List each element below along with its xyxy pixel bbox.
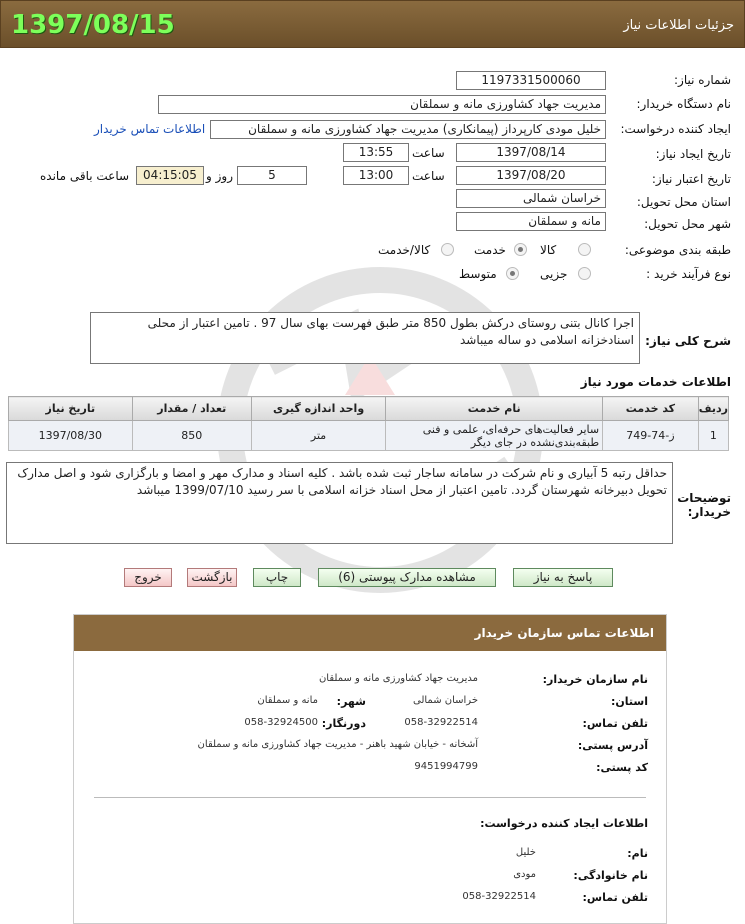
buyer-org-label: نام دستگاه خریدار: (636, 97, 731, 111)
time-remaining-label: ساعت باقی مانده (40, 169, 130, 183)
validity-date-label: تاریخ اعتبار نیاز: (651, 172, 731, 186)
contact-city-value: مانه و سملقان (257, 695, 318, 706)
created-time-label: ساعت (412, 146, 445, 160)
contact-divider (94, 797, 646, 798)
contact-province-value: خراسان شمالی (412, 695, 478, 706)
category-radio-goods-service[interactable] (441, 243, 454, 256)
back-button[interactable]: بازگشت (187, 568, 237, 587)
col-row: ردیف (698, 397, 728, 421)
creator-phone-value: 058-32922514 (462, 891, 536, 902)
col-quantity: تعداد / مقدار (132, 397, 251, 421)
category-goods-label: کالا (540, 243, 557, 257)
need-number-field: 1197331500060 (456, 71, 606, 90)
creator-section-title: اطلاعات ایجاد کننده درخواست: (480, 817, 648, 830)
province-field: خراسان شمالی (456, 189, 606, 208)
header-date: 1397/08/15 (11, 10, 175, 40)
cell-need-date: 1397/08/30 (9, 421, 133, 451)
buyer-notes-label: توضیحات خریدار: (677, 491, 731, 519)
contact-phone-value: 058-32922514 (404, 717, 478, 728)
province-label: استان محل تحویل: (636, 195, 731, 209)
process-medium-label: متوسط (459, 267, 497, 281)
need-number-label: شماره نیاز: (674, 73, 731, 87)
cell-service-code: ز-74-749 (603, 421, 699, 451)
days-label: روز و (206, 169, 233, 183)
contact-phone-label: تلفن تماس: (582, 717, 648, 730)
buyer-contact-link[interactable]: اطلاعات تماس خریدار (94, 122, 206, 136)
time-remaining-field: 04:15:05 (136, 166, 204, 185)
created-date-field: 1397/08/14 (456, 143, 606, 162)
services-header-row (9, 397, 729, 421)
contact-province-label: استان: (611, 695, 648, 708)
creator-family-value: مودی (513, 869, 536, 880)
city-field: مانه و سملقان (456, 212, 606, 231)
table-row (9, 421, 729, 451)
cell-row: 1 (698, 421, 728, 451)
creator-phone-label: تلفن تماس: (582, 891, 648, 904)
category-service-label: خدمت (474, 243, 506, 257)
reply-button[interactable]: پاسخ به نیاز (513, 568, 613, 587)
creator-name-value: خلیل (515, 847, 536, 858)
contact-org-label: نام سازمان خریدار: (542, 673, 648, 686)
col-service-name: نام خدمت (386, 397, 603, 421)
contact-city-label: شهر: (336, 695, 366, 708)
process-label: نوع فرآیند خرید : (646, 267, 731, 281)
col-service-code: کد خدمت (603, 397, 699, 421)
buyer-contact-card (73, 614, 667, 924)
col-need-date: تاریخ نیاز (9, 397, 133, 421)
exit-button[interactable]: خروج (124, 568, 172, 587)
page-title: جزئیات اطلاعات نیاز (623, 18, 734, 33)
description-label: شرح کلی نیاز: (645, 334, 731, 348)
contact-fax-value: 058-32924500 (244, 717, 318, 728)
buyer-notes-text: حداقل رتبه 5 آبیاری و نام شرکت در سامانه ساجار ثبت شده باشد . کلیه اسناد و مدارک مهر و امضا و بارگزاری شود و اصل مدارک تحویل دبیرخانه شهرستان گردد. تامین اعتبار از محل اسناد خزانه اسلامی با سر رسید 1399/07/10 میباشد (6, 462, 673, 544)
contact-postal-value: 9451994799 (414, 761, 478, 772)
process-radio-minor[interactable] (578, 267, 591, 280)
process-radio-medium[interactable] (506, 267, 519, 280)
category-label: طبقه بندی موضوعی: (624, 243, 731, 257)
print-button[interactable]: چاپ (253, 568, 301, 587)
description-text: اجرا کانال بتنی روستای درکش بطول 850 متر طبق فهرست بهای سال 97 . تامین اعتبار از محلی اسنادخزانه اسلامی دو ساله میباشد (90, 312, 640, 364)
contact-org-value: مدیریت جهاد کشاورزی مانه و سملقان (318, 673, 478, 684)
created-date-label: تاریخ ایجاد نیاز: (655, 147, 731, 161)
cell-unit: متر (251, 421, 385, 451)
requester-field: خلیل مودی کارپرداز (پیمانکاری) مدیریت جهاد کشاورزی مانه و سملقان (210, 120, 606, 139)
services-table (8, 396, 729, 451)
services-title: اطلاعات خدمات مورد نیاز (580, 375, 731, 389)
contact-address-label: آدرس پستی: (577, 739, 648, 752)
category-radio-service[interactable] (514, 243, 527, 256)
page-header (0, 0, 745, 48)
contact-card-title: اطلاعات تماس سازمان خریدار (474, 626, 654, 640)
contact-fax-label: دورنگار: (321, 717, 366, 730)
cell-service-name: سایر فعالیت‌های حرفه‌ای، علمی و فنی طبقه‌بندی‌نشده در جای دیگر (386, 421, 603, 451)
col-unit: واحد اندازه گیری (251, 397, 385, 421)
validity-time-field: 13:00 (343, 166, 409, 185)
city-label: شهر محل تحویل: (644, 217, 731, 231)
days-remaining-field: 5 (237, 166, 307, 185)
category-radio-goods[interactable] (578, 243, 591, 256)
requester-label: ایجاد کننده درخواست: (620, 122, 731, 136)
cell-quantity: 850 (132, 421, 251, 451)
contact-postal-label: کد پستی: (596, 761, 648, 774)
category-goods-service-label: کالا/خدمت (378, 243, 431, 257)
contact-card-header (74, 615, 666, 651)
validity-date-field: 1397/08/20 (456, 166, 606, 185)
view-attachments-button[interactable]: مشاهده مدارک پیوستی (6) (318, 568, 496, 587)
creator-family-label: نام خانوادگی: (573, 869, 648, 882)
process-minor-label: جزیی (540, 267, 568, 281)
buyer-org-field: مدیریت جهاد کشاورزی مانه و سملقان (158, 95, 606, 114)
creator-name-label: نام: (627, 847, 648, 860)
validity-time-label: ساعت (412, 169, 445, 183)
contact-address-value: آشخانه - خیابان شهید باهنر - مدیریت جهاد کشاورزی مانه و سملقان (197, 739, 478, 750)
created-time-field: 13:55 (343, 143, 409, 162)
